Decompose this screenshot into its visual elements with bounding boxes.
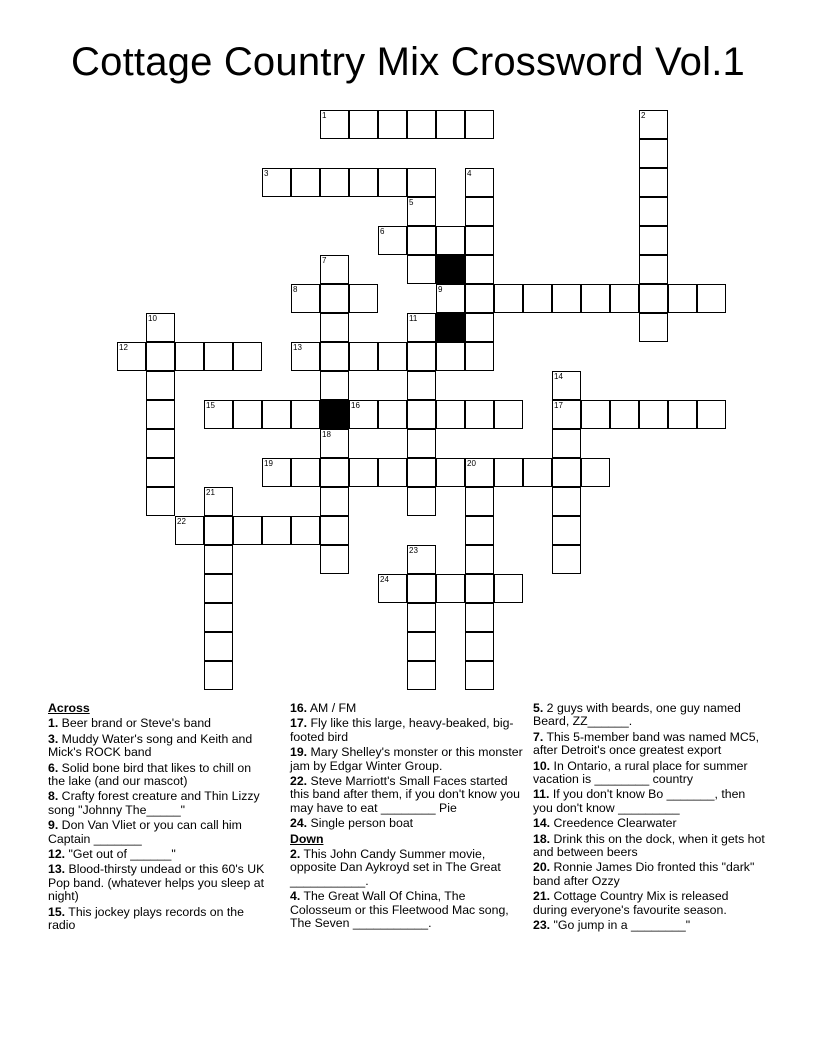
grid-cell[interactable]: [146, 342, 175, 371]
grid-cell[interactable]: [146, 458, 175, 487]
cell-number: 5: [409, 198, 414, 207]
grid-cell[interactable]: [407, 342, 436, 371]
grid-cell[interactable]: [291, 342, 320, 371]
clue-text: Fly like this large, heavy-beaked, big-footed bird: [290, 716, 514, 744]
clue-item: [48, 717, 270, 730]
grid-cell[interactable]: [146, 313, 175, 342]
grid-cell[interactable]: [494, 574, 523, 603]
grid-cell[interactable]: [407, 255, 436, 284]
clue-number: 18.: [533, 831, 551, 846]
grid-cell[interactable]: [204, 632, 233, 661]
clue-text: This John Candy Summer movie, opposite Dan Aykroyd set in The Great ___________.: [290, 847, 501, 888]
grid-cell[interactable]: [552, 284, 581, 313]
clue-text: In Ontario, a rural place for summer vacation is ________ country: [533, 758, 748, 787]
clue-text: Solid bone bird that likes to chill on the lake (and our mascot): [48, 760, 252, 789]
grid-cell[interactable]: [581, 284, 610, 313]
grid-cell[interactable]: [262, 168, 291, 197]
clues-column-2: [290, 702, 524, 933]
grid-cell[interactable]: [494, 284, 523, 313]
cell-number: 13: [293, 343, 302, 352]
clue-text: Cottage Country Mix is released during everyone's favourite season.: [533, 889, 729, 917]
grid-cell[interactable]: [233, 516, 262, 545]
clue-number: 14.: [533, 816, 551, 831]
grid-cell[interactable]: [436, 226, 465, 255]
grid-cell[interactable]: [465, 603, 494, 632]
grid-cell[interactable]: [233, 342, 262, 371]
grid-cell[interactable]: [639, 197, 668, 226]
grid-cell[interactable]: [407, 168, 436, 197]
cell-number: 15: [206, 401, 215, 410]
clue-number: 5.: [533, 701, 544, 715]
down-header: Down: [290, 831, 324, 846]
grid-cell[interactable]: [581, 400, 610, 429]
grid-cell[interactable]: [523, 284, 552, 313]
clue-number: 13.: [48, 862, 66, 877]
grid-cell[interactable]: [407, 226, 436, 255]
clue-item: [533, 760, 765, 787]
clue-text: Mary Shelley's monster or this monster jam by Edgar Winter Group.: [290, 745, 523, 773]
clue-text: Ronnie James Dio fronted this "dark" band after Ozzy: [533, 860, 755, 888]
across-header: Across: [48, 701, 90, 715]
clue-item: [533, 919, 765, 932]
clue-text: Creedence Clearwater: [550, 816, 677, 831]
across-clue-list-continued: [290, 702, 524, 831]
grid-cell[interactable]: [378, 168, 407, 197]
grid-cell[interactable]: [233, 400, 262, 429]
grid-cell[interactable]: [320, 342, 349, 371]
clue-item: [290, 717, 524, 744]
clue-text: The Great Wall Of China, The Colosseum or this Fleetwood Mac song, The Seven ___________.: [290, 889, 509, 931]
grid-cell[interactable]: [407, 429, 436, 458]
grid-cell[interactable]: [552, 400, 581, 429]
cell-number: 18: [322, 430, 331, 439]
grid-cell[interactable]: [465, 226, 494, 255]
grid-cell[interactable]: [639, 400, 668, 429]
clue-number: 11.: [533, 787, 550, 802]
grid-cell[interactable]: [436, 574, 465, 603]
grid-cell[interactable]: [320, 110, 349, 139]
clue-item: [290, 848, 524, 888]
grid-cell[interactable]: [552, 545, 581, 574]
grid-cell[interactable]: [407, 632, 436, 661]
clue-text: Don Van Vliet or you can call him Captain _______: [48, 818, 242, 846]
cell-number: 11: [409, 314, 418, 323]
clue-item: [48, 906, 270, 933]
grid-cell[interactable]: [465, 458, 494, 487]
clues-column-1: [48, 702, 270, 935]
clue-item: [533, 702, 765, 729]
clue-item: [290, 775, 524, 815]
cell-number: 10: [148, 314, 157, 323]
cell-number: 9: [438, 285, 443, 294]
grid-cell[interactable]: [204, 516, 233, 545]
grid-cell[interactable]: [349, 110, 378, 139]
grid-cell[interactable]: [697, 400, 726, 429]
grid-cell[interactable]: [494, 458, 523, 487]
grid-cell[interactable]: [552, 516, 581, 545]
grid-cell[interactable]: [465, 110, 494, 139]
grid-cell[interactable]: [204, 342, 233, 371]
grid-cell[interactable]: [610, 284, 639, 313]
clue-number: 8.: [48, 789, 59, 804]
grid-cell[interactable]: [291, 400, 320, 429]
clue-number: 20.: [533, 860, 551, 875]
grid-cell[interactable]: [639, 168, 668, 197]
clue-number: 16.: [290, 701, 308, 715]
cell-number: 16: [351, 401, 360, 410]
clue-item: [533, 861, 765, 888]
grid-cell[interactable]: [465, 313, 494, 342]
clue-text: "Get out of ______": [65, 847, 176, 862]
clue-number: 10.: [533, 758, 551, 773]
grid-cell[interactable]: [378, 110, 407, 139]
clue-text: This 5-member band was named MC5, after Detroit's once greatest export: [533, 729, 760, 758]
clue-text: Beer brand or Steve's band: [58, 716, 212, 731]
clue-number: 15.: [48, 904, 66, 919]
grid-cell[interactable]: [320, 168, 349, 197]
grid-cell[interactable]: [465, 516, 494, 545]
grid-cell[interactable]: [407, 400, 436, 429]
grid-cell[interactable]: [407, 197, 436, 226]
clue-text: AM / FM: [307, 701, 357, 715]
grid-cell[interactable]: [146, 371, 175, 400]
clue-item: [290, 817, 524, 830]
cell-number: 3: [264, 169, 269, 178]
grid-cell[interactable]: [320, 429, 349, 458]
cell-number: 6: [380, 227, 385, 236]
grid-cell[interactable]: [465, 400, 494, 429]
grid-cell[interactable]: [320, 487, 349, 516]
grid-cell[interactable]: [204, 400, 233, 429]
clue-number: 24.: [290, 816, 308, 831]
cell-number: 14: [554, 372, 563, 381]
grid-cell[interactable]: [407, 371, 436, 400]
clue-text: Crafty forest creature and Thin Lizzy song "Johnny The_____": [48, 789, 260, 817]
grid-cell[interactable]: [320, 284, 349, 313]
grid-cell[interactable]: [639, 110, 668, 139]
grid-cell[interactable]: [639, 313, 668, 342]
clue-number: 17.: [290, 716, 308, 731]
clue-number: 6.: [48, 760, 59, 775]
grid-cell[interactable]: [262, 458, 291, 487]
grid-cell[interactable]: [523, 458, 552, 487]
clue-text: "Go jump in a ________": [550, 918, 691, 933]
cell-number: 19: [264, 459, 273, 468]
grid-cell[interactable]: [204, 545, 233, 574]
clue-item: [533, 833, 765, 860]
clue-number: 12.: [48, 847, 66, 862]
clue-number: 4.: [290, 889, 301, 904]
clue-text: Blood-thirsty undead or this 60's UK Pop band. (whatever helps you sleep at night): [48, 862, 265, 904]
clue-number: 9.: [48, 818, 59, 833]
grid-cell[interactable]: [407, 574, 436, 603]
clue-item: [48, 819, 270, 846]
clue-item: [290, 702, 524, 715]
grid-cell[interactable]: [349, 342, 378, 371]
grid-cell[interactable]: [378, 226, 407, 255]
down-clue-list-continued: [533, 702, 765, 933]
clue-number: 22.: [290, 774, 308, 789]
grid-cell[interactable]: [291, 284, 320, 313]
cell-number: 7: [322, 256, 327, 265]
grid-cell[interactable]: [436, 284, 465, 313]
grid-cell[interactable]: [465, 545, 494, 574]
grid-cell[interactable]: [436, 400, 465, 429]
grid-cell[interactable]: [465, 487, 494, 516]
clue-text: This jockey plays records on the radio: [48, 904, 244, 933]
grid-cell[interactable]: [291, 516, 320, 545]
grid-cell[interactable]: [349, 458, 378, 487]
grid-block: [320, 400, 349, 429]
clues-column-3: [533, 702, 765, 935]
grid-cell[interactable]: [320, 458, 349, 487]
grid-cell[interactable]: [407, 603, 436, 632]
across-clue-list: [48, 717, 270, 932]
grid-cell[interactable]: [465, 342, 494, 371]
grid-cell[interactable]: [407, 313, 436, 342]
grid-block: [436, 255, 465, 284]
grid-cell[interactable]: [204, 574, 233, 603]
grid-cell[interactable]: [407, 487, 436, 516]
grid-cell[interactable]: [349, 400, 378, 429]
clue-item: [48, 863, 270, 903]
grid-cell[interactable]: [320, 516, 349, 545]
cell-number: 24: [380, 575, 389, 584]
grid-cell[interactable]: [291, 168, 320, 197]
clue-item: [48, 733, 270, 760]
grid-cell[interactable]: [320, 545, 349, 574]
grid-cell[interactable]: [117, 342, 146, 371]
grid-cell[interactable]: [320, 255, 349, 284]
cell-number: 22: [177, 517, 186, 526]
clue-item: [48, 848, 270, 861]
grid-cell[interactable]: [639, 139, 668, 168]
clue-item: [533, 890, 765, 917]
page-title: Cottage Country Mix Crossword Vol.1: [71, 40, 745, 84]
grid-cell[interactable]: [697, 284, 726, 313]
clue-item: [290, 746, 524, 773]
clue-text: Muddy Water's song and Keith and Mick's ROCK band: [48, 731, 253, 760]
grid-cell[interactable]: [465, 197, 494, 226]
cell-number: 8: [293, 285, 298, 294]
grid-cell[interactable]: [668, 284, 697, 313]
clue-number: 2.: [290, 847, 301, 862]
grid-cell[interactable]: [146, 429, 175, 458]
grid-cell[interactable]: [465, 661, 494, 690]
grid-cell[interactable]: [146, 487, 175, 516]
grid-cell[interactable]: [639, 226, 668, 255]
grid-cell[interactable]: [581, 458, 610, 487]
clue-item: [533, 731, 765, 758]
grid-cell[interactable]: [262, 400, 291, 429]
clue-text: If you don't know Bo _______, then you don't know _________: [533, 787, 746, 815]
grid-cell[interactable]: [407, 458, 436, 487]
grid-cell[interactable]: [552, 429, 581, 458]
grid-cell[interactable]: [436, 458, 465, 487]
clue-item: [290, 890, 524, 930]
grid-cell[interactable]: [552, 458, 581, 487]
grid-cell[interactable]: [175, 342, 204, 371]
cell-number: 12: [119, 343, 128, 352]
grid-cell[interactable]: [436, 342, 465, 371]
grid-cell[interactable]: [465, 632, 494, 661]
grid-cell[interactable]: [407, 545, 436, 574]
grid-cell[interactable]: [204, 661, 233, 690]
grid-cell[interactable]: [465, 255, 494, 284]
grid-cell[interactable]: [320, 371, 349, 400]
grid-cell[interactable]: [407, 661, 436, 690]
grid-cell[interactable]: [610, 400, 639, 429]
grid-cell[interactable]: [552, 371, 581, 400]
cell-number: 23: [409, 546, 418, 555]
grid-cell[interactable]: [320, 313, 349, 342]
grid-cell[interactable]: [494, 400, 523, 429]
cell-number: 17: [554, 401, 563, 410]
grid-cell[interactable]: [465, 574, 494, 603]
grid-cell[interactable]: [552, 487, 581, 516]
down-clue-list: [290, 848, 524, 930]
cell-number: 2: [641, 111, 646, 120]
grid-cell[interactable]: [175, 516, 204, 545]
clue-text: Steve Marriott's Small Faces started this band after them, if you don't know you may have to eat ________ Pie: [290, 774, 520, 815]
clue-number: 19.: [290, 745, 308, 760]
clue-number: 3.: [48, 731, 59, 746]
grid-cell[interactable]: [465, 168, 494, 197]
clue-number: 1.: [48, 716, 59, 731]
grid-cell[interactable]: [291, 458, 320, 487]
clue-item: [48, 790, 270, 817]
grid-cell[interactable]: [262, 516, 291, 545]
clue-text: 2 guys with beards, one guy named Beard, ZZ______.: [533, 701, 741, 729]
grid-cell[interactable]: [378, 400, 407, 429]
clue-item: [533, 817, 765, 830]
cell-number: 20: [467, 459, 476, 468]
clue-item: [533, 788, 765, 815]
grid-cell[interactable]: [349, 284, 378, 313]
clue-number: 21.: [533, 889, 551, 904]
grid-cell[interactable]: [204, 487, 233, 516]
grid-cell[interactable]: [378, 574, 407, 603]
clue-text: Drink this on the dock, when it gets hot and between beers: [533, 831, 765, 860]
clue-item: [48, 762, 270, 789]
clue-text: Single person boat: [307, 816, 414, 831]
clue-number: 23.: [533, 918, 551, 933]
cell-number: 1: [322, 111, 327, 120]
grid-cell[interactable]: [378, 458, 407, 487]
grid-cell[interactable]: [465, 284, 494, 313]
cell-number: 21: [206, 488, 215, 497]
grid-cell[interactable]: [349, 168, 378, 197]
clue-number: 7.: [533, 729, 544, 744]
grid-cell[interactable]: [436, 110, 465, 139]
grid-cell[interactable]: [639, 255, 668, 284]
grid-cell[interactable]: [146, 400, 175, 429]
grid-cell[interactable]: [639, 284, 668, 313]
grid-cell[interactable]: [378, 342, 407, 371]
cell-number: 4: [467, 169, 472, 178]
grid-cell[interactable]: [204, 603, 233, 632]
grid-cell[interactable]: [407, 110, 436, 139]
grid-block: [436, 313, 465, 342]
grid-cell[interactable]: [668, 400, 697, 429]
